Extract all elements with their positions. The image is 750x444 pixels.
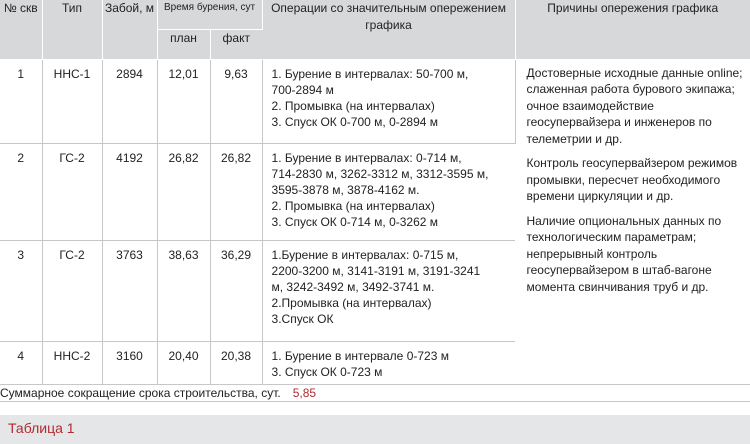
cell-fact: 9,63 (210, 59, 262, 143)
header-depth: Забой, м (102, 0, 157, 59)
operation-line: м, 3242-3492 м, 3492-3741 м. (271, 279, 435, 294)
summary-value: 5,85 (292, 385, 317, 400)
reason-paragraph: Наличие опциональных данных по технологическим параметрам; непрерывный контроль геосупервайзером в штаб-вагоне момента свинчивания труб и др. (526, 213, 722, 294)
cell-num: 1 (0, 59, 42, 143)
header-plan: план (157, 29, 210, 59)
cell-num: 3 (0, 240, 42, 341)
summary-cell (0, 384, 750, 401)
cell-type: ГС-2 (42, 143, 102, 240)
cell-operations (262, 341, 515, 384)
operation-line: 3. Спуск ОК 0-714 м, 0-3262 м (271, 214, 439, 229)
cell-plan: 26,82 (157, 143, 210, 240)
header-reasons: Причины опережения графика (515, 0, 750, 59)
header-type: Тип (42, 0, 102, 59)
table-caption: Таблица 1 (0, 415, 750, 444)
cell-operations (262, 143, 515, 240)
cell-plan: 38,63 (157, 240, 210, 341)
cell-operations (262, 59, 515, 143)
header-fact: факт (210, 29, 262, 59)
operation-line: 1.Бурение в интервалах: 0-715 м, (271, 247, 459, 262)
table-row (0, 59, 750, 143)
operation-line: 3595-3878 м, 3878-4162 м. (271, 182, 420, 197)
operation-line: 714-2830 м, 3262-3312 м, 3312-3595 м, (271, 166, 489, 181)
cell-fact: 36,29 (210, 240, 262, 341)
cell-num: 4 (0, 341, 42, 384)
cell-type: ННС-2 (42, 341, 102, 384)
operation-line: 3.Спуск ОК (271, 311, 334, 326)
cell-fact: 20,38 (210, 341, 262, 384)
operation-line: 700-2894 м (271, 82, 334, 97)
operation-line: 1. Бурение в интервалах: 0-714 м, (271, 150, 462, 165)
cell-reasons (515, 59, 750, 384)
operation-line: 1. Бурение в интервалах: 50-700 м, (271, 66, 469, 81)
operation-line: 2. Промывка (на интервалах) (271, 98, 435, 113)
operation-line: 2.Промывка (на интервалах) (271, 295, 432, 310)
cell-num: 2 (0, 143, 42, 240)
cell-depth: 2894 (102, 59, 157, 143)
cell-operations (262, 240, 515, 341)
cell-depth: 3160 (102, 341, 157, 384)
cell-fact: 26,82 (210, 143, 262, 240)
cell-plan: 20,40 (157, 341, 210, 384)
summary-row (0, 384, 750, 401)
reason-paragraph: Достоверные исходные данные online; слаженная работа бурового экипажа; очное взаимодействие геосупервайзера и инженеров по телеметрии и др. (526, 65, 743, 146)
cell-plan: 12,01 (157, 59, 210, 143)
cell-depth: 4192 (102, 143, 157, 240)
header-operations: Операции со значительным опережением графика (262, 0, 515, 59)
reason-paragraph: Контроль геосупервайзером режимов промывки, пересчет необходимого времени циркуляции и др. (526, 156, 738, 203)
operation-line: 2200-3200 м, 3141-3191 м, 3191-3241 (271, 263, 481, 278)
cell-type: ГС-2 (42, 240, 102, 341)
operation-line: 3. Спуск ОК 0-700 м, 0-2894 м (271, 114, 439, 129)
cell-depth: 3763 (102, 240, 157, 341)
cell-type: ННС-1 (42, 59, 102, 143)
operation-line: 3. Спуск ОК 0-723 м (271, 364, 383, 379)
operation-line: 2. Промывка (на интервалах) (271, 198, 435, 213)
operation-line: 1. Бурение в интервале 0-723 м (271, 348, 449, 363)
table-header (0, 0, 750, 59)
summary-label: Суммарное сокращение срока строительства, сут. (0, 385, 281, 400)
header-num: № скв (0, 0, 42, 59)
header-duration: Время бурения, сут (157, 0, 262, 29)
table-body (0, 59, 750, 401)
